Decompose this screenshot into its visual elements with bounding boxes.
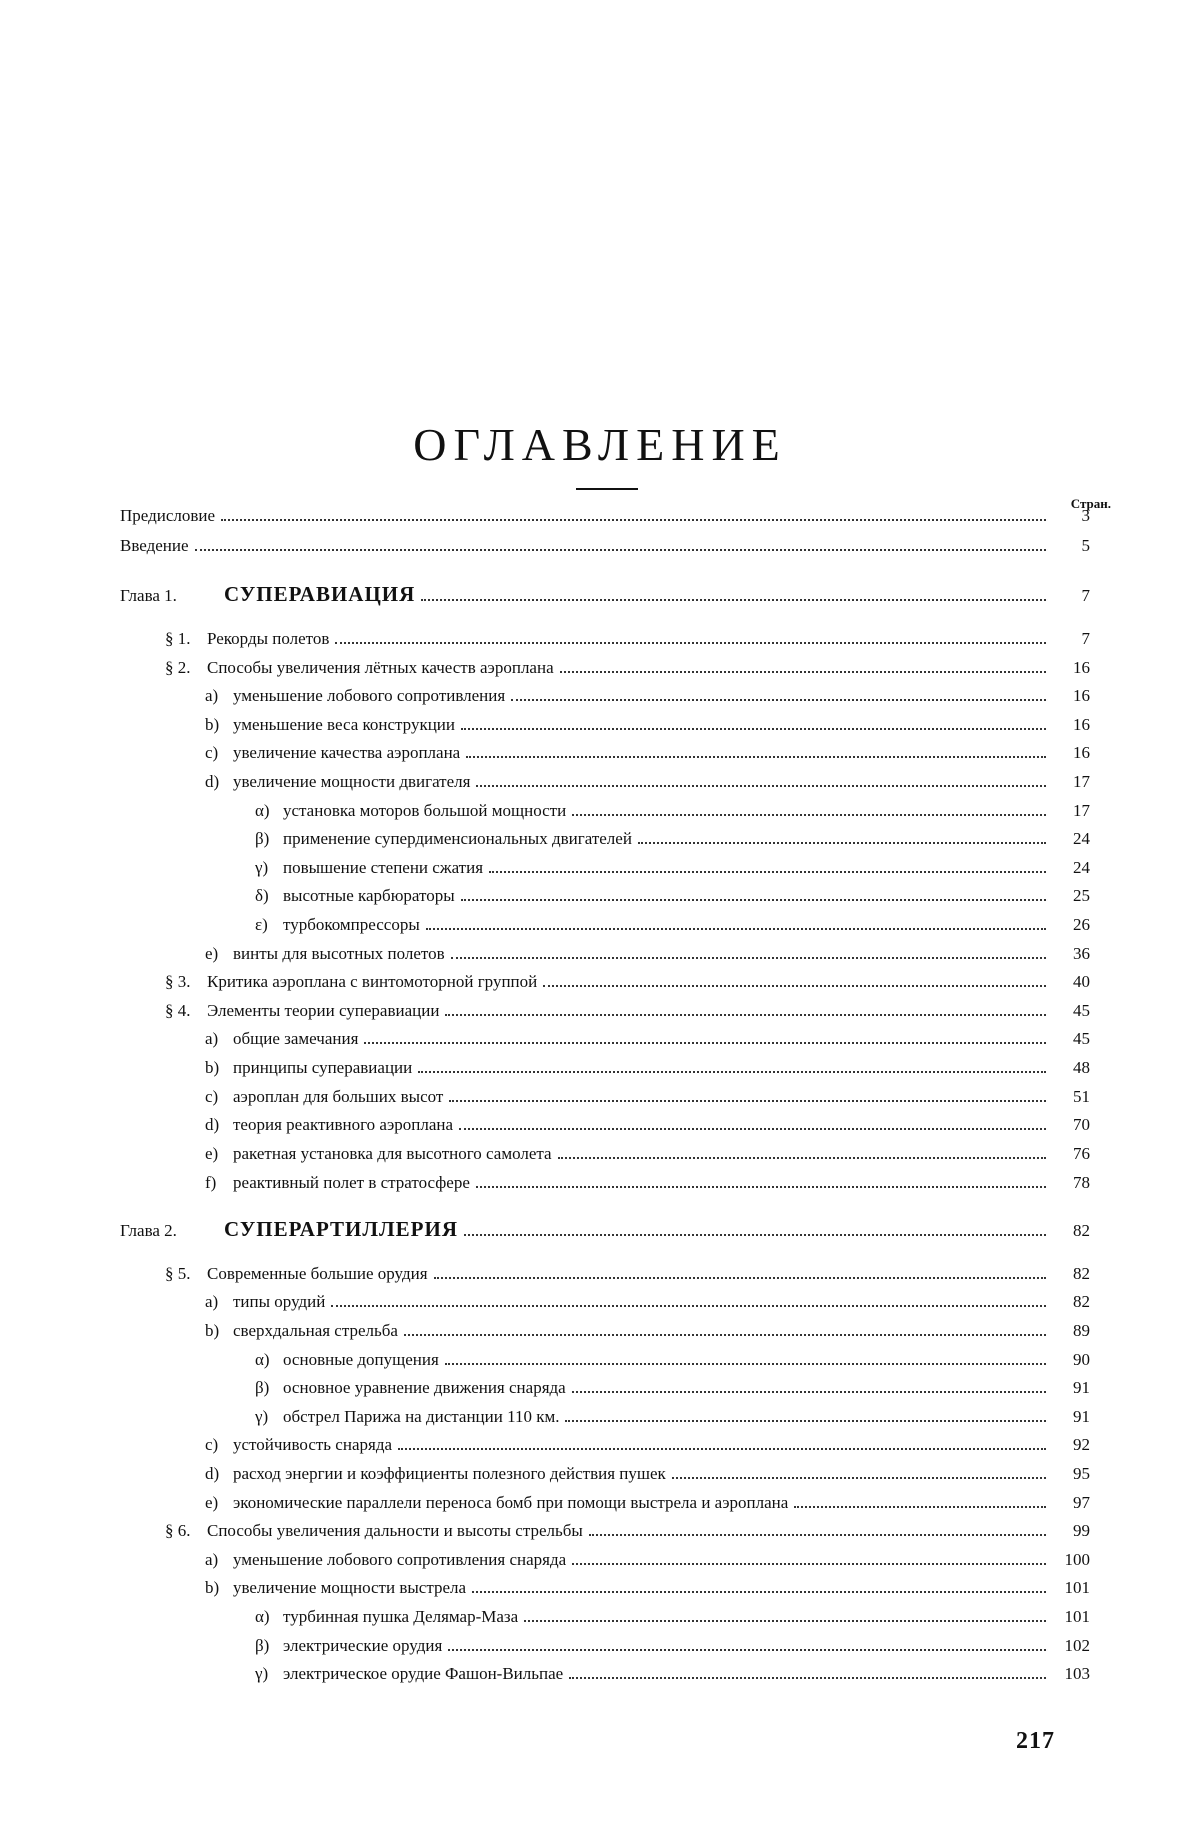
dot-leader (461, 728, 1046, 730)
toc-entry-page: 24 (1050, 858, 1090, 878)
dot-leader (461, 899, 1046, 901)
toc-entry-number: d) (205, 1115, 233, 1135)
toc-entry (205, 938, 1090, 964)
toc-entry (255, 1372, 1090, 1398)
toc-entry-title: увеличение мощности выстрела (233, 1578, 466, 1597)
toc-entry-page: 45 (1050, 1029, 1090, 1049)
toc-entry-number: γ) (255, 1664, 283, 1684)
toc-entry (255, 909, 1090, 935)
toc-entry-page: 99 (1050, 1521, 1090, 1541)
dot-leader (221, 519, 1046, 521)
dot-leader (511, 699, 1046, 701)
toc-entry (255, 880, 1090, 906)
page-title: ОГЛАВЛЕНИЕ (0, 418, 1200, 471)
toc-entry-page: 7 (1050, 629, 1090, 649)
toc-entry-title: устойчивость снаряда (233, 1435, 392, 1454)
toc-entry-number: e) (205, 944, 233, 964)
toc-entry-title: аэроплан для больших высот (233, 1087, 443, 1106)
toc-entry-title: обстрел Парижа на дистанции 110 км. (283, 1407, 559, 1426)
toc-entry-title: сверхдальная стрельба (233, 1321, 398, 1340)
toc-entry-title: теория реактивного аэроплана (233, 1115, 453, 1134)
toc-entry-number: γ) (255, 1407, 283, 1427)
toc-entry (205, 1544, 1090, 1570)
toc-entry (205, 1487, 1090, 1513)
toc-entry-number: § 2. (165, 658, 207, 678)
toc-entry-number: § 5. (165, 1264, 207, 1284)
dot-leader (543, 985, 1046, 987)
toc-entry (205, 1315, 1090, 1341)
dot-leader (404, 1334, 1046, 1336)
toc-entry-title: СУПЕРАРТИЛЛЕРИЯ (224, 1217, 458, 1241)
toc-entry-title: Элементы теории суперавиации (207, 1001, 439, 1020)
toc-entry-title: винты для высотных полетов (233, 944, 445, 963)
toc-entry-number: Глава 2. (120, 1221, 224, 1241)
toc-entry-page: 91 (1050, 1378, 1090, 1398)
toc-entry (165, 623, 1090, 649)
toc-entry-number: β) (255, 1378, 283, 1398)
toc-entry-page: 16 (1050, 715, 1090, 735)
toc-entry-page: 100 (1050, 1550, 1090, 1570)
toc-entry-number: c) (205, 1435, 233, 1455)
toc-entry (165, 995, 1090, 1021)
toc-entry-number: α) (255, 1350, 283, 1370)
toc-entry (205, 766, 1090, 792)
dot-leader (572, 1391, 1046, 1393)
toc-entry (165, 1515, 1090, 1541)
dot-leader (476, 785, 1046, 787)
toc-entry-title: увеличение качества аэроплана (233, 743, 460, 762)
toc-entry-title: электрическое орудие Фашон-Вильпае (283, 1664, 563, 1683)
dot-leader (476, 1186, 1046, 1188)
page-number: 217 (1016, 1728, 1055, 1755)
toc-entry-page: 91 (1050, 1407, 1090, 1427)
dot-leader (464, 1234, 1046, 1236)
toc-entry-page: 89 (1050, 1321, 1090, 1341)
toc-entry (205, 737, 1090, 763)
dot-leader (672, 1477, 1046, 1479)
toc-entry-title: принципы суперавиации (233, 1058, 412, 1077)
toc-entry (255, 1658, 1090, 1684)
dot-leader (472, 1591, 1046, 1593)
toc-entry-title: уменьшение лобового сопротивления (233, 686, 505, 705)
dot-leader (331, 1305, 1046, 1307)
toc-entry-number: d) (205, 1464, 233, 1484)
toc-entry-page: 45 (1050, 1001, 1090, 1021)
toc-entry (255, 1401, 1090, 1427)
toc-entry-page: 76 (1050, 1144, 1090, 1164)
dot-leader (398, 1448, 1046, 1450)
toc-entry-number: e) (205, 1493, 233, 1513)
toc-entry-title: Рекорды полетов (207, 629, 329, 648)
toc-entry-title: турбокомпрессоры (283, 915, 420, 934)
toc-entry (165, 966, 1090, 992)
dot-leader (558, 1157, 1046, 1159)
toc-entry (205, 1167, 1090, 1193)
toc-entry-page: 70 (1050, 1115, 1090, 1135)
toc-entry (205, 1081, 1090, 1107)
toc-entry-number: § 6. (165, 1521, 207, 1541)
toc-entry (165, 1258, 1090, 1284)
toc-entry-number: α) (255, 801, 283, 821)
toc-entry-title: высотные карбюраторы (283, 886, 455, 905)
toc-entry-title: СУПЕРАВИАЦИЯ (224, 582, 415, 606)
toc-entry-page: 5 (1050, 536, 1090, 556)
toc-entry-page: 16 (1050, 686, 1090, 706)
toc-entry-page: 16 (1050, 743, 1090, 763)
toc-entry-number: a) (205, 1550, 233, 1570)
toc-entry-page: 82 (1050, 1292, 1090, 1312)
dot-leader (451, 957, 1046, 959)
toc-entry-number: § 3. (165, 972, 207, 992)
toc-entry-number: b) (205, 715, 233, 735)
toc-entry (255, 1344, 1090, 1370)
dot-leader (524, 1620, 1046, 1622)
dot-leader (418, 1071, 1046, 1073)
toc-entry-title: применение супердименсиональных двигателей (283, 829, 632, 848)
toc-entry-title: Введение (120, 536, 189, 555)
toc-entry-number: c) (205, 1087, 233, 1107)
toc-entry (120, 500, 1090, 526)
toc-entry-page: 17 (1050, 801, 1090, 821)
toc-entry-title: реактивный полет в стратосфере (233, 1173, 470, 1192)
dot-leader (445, 1363, 1046, 1365)
toc-entry (205, 709, 1090, 735)
toc-entry-title: типы орудий (233, 1292, 325, 1311)
toc-entry (205, 1458, 1090, 1484)
toc-entry-number: a) (205, 1292, 233, 1312)
toc-entry-title: электрические орудия (283, 1636, 442, 1655)
toc-entry (255, 1630, 1090, 1656)
toc-entry (255, 852, 1090, 878)
dot-leader (572, 1563, 1046, 1565)
toc-entry-title: Способы увеличения лётных качеств аэроплана (207, 658, 554, 677)
toc-entry-number: α) (255, 1607, 283, 1627)
toc-entry-page: 82 (1050, 1221, 1090, 1241)
toc-entry (255, 1601, 1090, 1627)
toc-entry-number: δ) (255, 886, 283, 906)
toc-entry (120, 530, 1090, 556)
toc-entry (120, 580, 1090, 606)
toc-entry-page: 101 (1050, 1607, 1090, 1627)
dot-leader (445, 1014, 1046, 1016)
toc-entry-title: увеличение мощности двигателя (233, 772, 470, 791)
toc-entry-page: 3 (1050, 506, 1090, 526)
dot-leader (560, 671, 1046, 673)
toc-entry-page: 24 (1050, 829, 1090, 849)
toc-entry-page: 95 (1050, 1464, 1090, 1484)
toc-entry-number: b) (205, 1578, 233, 1598)
toc-entry (205, 680, 1090, 706)
dot-leader (489, 871, 1046, 873)
toc-entry-title: турбинная пушка Делямар-Маза (283, 1607, 518, 1626)
toc-entry (205, 1023, 1090, 1049)
toc-entry-title: основное уравнение движения снаряда (283, 1378, 566, 1397)
toc-entry-title: установка моторов большой мощности (283, 801, 566, 820)
toc-entry-title: Способы увеличения дальности и высоты стрельбы (207, 1521, 583, 1540)
toc-entry-title: повышение степени сжатия (283, 858, 483, 877)
toc-entry-title: Предисловие (120, 506, 215, 525)
toc-entry-number: § 4. (165, 1001, 207, 1021)
toc-entry-title: уменьшение лобового сопротивления снаряда (233, 1550, 566, 1569)
toc-entry-page: 103 (1050, 1664, 1090, 1684)
toc-entry-page: 36 (1050, 944, 1090, 964)
toc-entry (165, 652, 1090, 678)
toc-entry-number: ε) (255, 915, 283, 935)
toc-entry-title: экономические параллели переноса бомб при помощи выстрела и аэроплана (233, 1493, 788, 1512)
table-of-contents (0, 0, 1200, 1837)
toc-entry-page: 102 (1050, 1636, 1090, 1656)
toc-entry-page: 51 (1050, 1087, 1090, 1107)
dot-leader (426, 928, 1046, 930)
toc-entry-number: β) (255, 829, 283, 849)
toc-entry (205, 1109, 1090, 1135)
dot-leader (449, 1100, 1046, 1102)
toc-entry-number: γ) (255, 858, 283, 878)
toc-entry-title: основные допущения (283, 1350, 439, 1369)
toc-entry-page: 26 (1050, 915, 1090, 935)
toc-entry-page: 97 (1050, 1493, 1090, 1513)
dot-leader (466, 756, 1046, 758)
toc-entry-page: 25 (1050, 886, 1090, 906)
toc-entry-title: уменьшение веса конструкции (233, 715, 455, 734)
dot-leader (589, 1534, 1046, 1536)
toc-entry-number: β) (255, 1636, 283, 1656)
toc-entry (205, 1572, 1090, 1598)
dot-leader (421, 599, 1046, 601)
toc-entry-number: b) (205, 1058, 233, 1078)
toc-entry-page: 101 (1050, 1578, 1090, 1598)
toc-entry-number: § 1. (165, 629, 207, 649)
dot-leader (572, 814, 1046, 816)
toc-entry-number: Глава 1. (120, 586, 224, 606)
toc-entry-number: a) (205, 686, 233, 706)
dot-leader (565, 1420, 1046, 1422)
toc-entry-page: 40 (1050, 972, 1090, 992)
toc-entry-number: e) (205, 1144, 233, 1164)
toc-entry-title: Критика аэроплана с винтомоторной группой (207, 972, 537, 991)
toc-entry-page: 7 (1050, 586, 1090, 606)
toc-entry-page: 17 (1050, 772, 1090, 792)
toc-entry-number: d) (205, 772, 233, 792)
toc-entry-title: ракетная установка для высотного самолета (233, 1144, 552, 1163)
toc-entry-page: 16 (1050, 658, 1090, 678)
toc-entry-page: 92 (1050, 1435, 1090, 1455)
toc-entry-number: c) (205, 743, 233, 763)
toc-entry-number: a) (205, 1029, 233, 1049)
toc-entry-number: b) (205, 1321, 233, 1341)
toc-entry (205, 1052, 1090, 1078)
toc-entry (205, 1429, 1090, 1455)
dot-leader (335, 642, 1046, 644)
dot-leader (364, 1042, 1046, 1044)
toc-entry-title: Современные большие орудия (207, 1264, 428, 1283)
toc-entry (120, 1215, 1090, 1241)
toc-entry-number: f) (205, 1173, 233, 1193)
dot-leader (638, 842, 1046, 844)
dot-leader (569, 1677, 1046, 1679)
toc-entry-page: 82 (1050, 1264, 1090, 1284)
toc-entry-page: 90 (1050, 1350, 1090, 1370)
toc-entry (255, 795, 1090, 821)
toc-entry (205, 1138, 1090, 1164)
dot-leader (448, 1649, 1046, 1651)
page-column-label: Стран. (1071, 496, 1111, 512)
toc-entry-page: 78 (1050, 1173, 1090, 1193)
dot-leader (434, 1277, 1046, 1279)
toc-entry-title: общие замечания (233, 1029, 358, 1048)
toc-entry-title: расход энергии и коэффициенты полезного действия пушек (233, 1464, 666, 1483)
dot-leader (459, 1128, 1046, 1130)
dot-leader (195, 549, 1046, 551)
dot-leader (794, 1506, 1046, 1508)
toc-entry (205, 1286, 1090, 1312)
toc-entry (255, 823, 1090, 849)
toc-entry-page: 48 (1050, 1058, 1090, 1078)
